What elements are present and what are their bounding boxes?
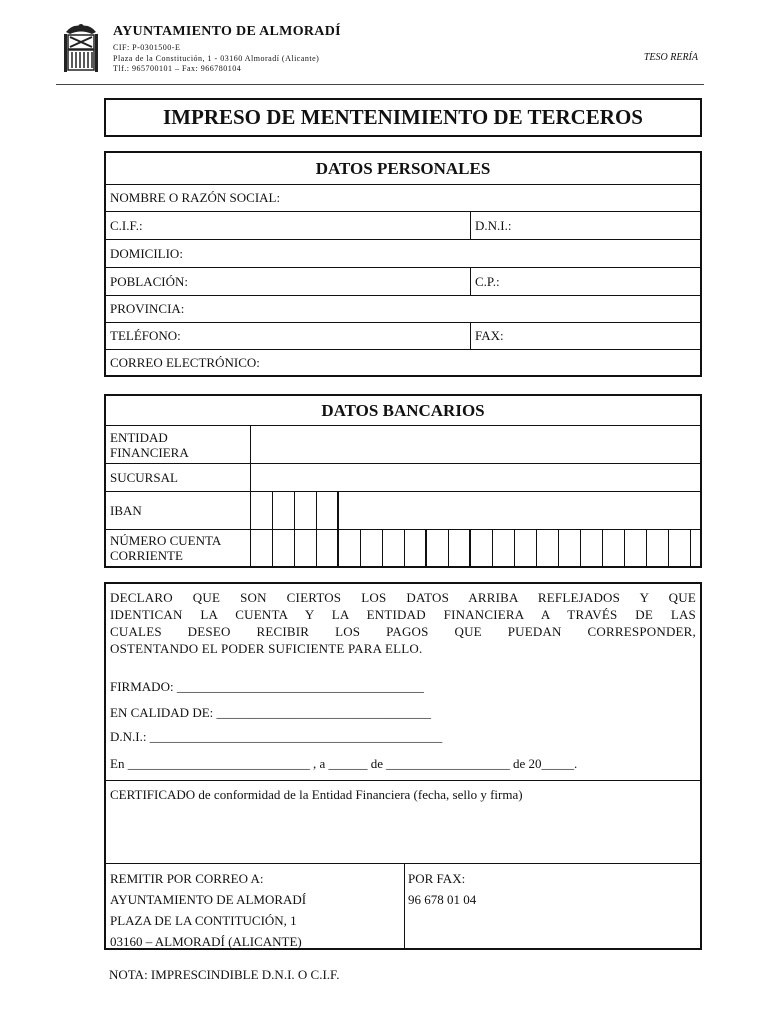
entidad-label: ENTIDAD FINANCIERA [106, 426, 251, 463]
remit-fax-block: POR FAX: 96 678 01 04 [408, 871, 477, 907]
iban-digit-boxes[interactable] [251, 492, 339, 529]
header-divider [56, 84, 704, 85]
cp-field[interactable]: C.P.: [475, 273, 500, 289]
cif-field[interactable]: C.I.F.: [106, 212, 471, 239]
poblacion-cp-row [106, 268, 700, 296]
sucursal-row [106, 464, 700, 492]
nota-text: NOTA: IMPRESCINDIBLE D.N.I. O C.I.F. [109, 967, 340, 982]
institution-cif: CIF: P-0301500-E [113, 43, 181, 52]
email-field[interactable]: CORREO ELECTRÓNICO: [110, 354, 260, 370]
dni-line[interactable]: D.N.I.: _____________________________________________ [110, 729, 443, 744]
certificado-divider [106, 780, 700, 781]
sucursal-field[interactable] [251, 464, 700, 491]
telefono-field[interactable]: TELÉFONO: [106, 323, 471, 349]
personal-data-section [104, 151, 702, 377]
bank-data-section [104, 394, 702, 568]
remit-vertical-divider [404, 863, 405, 948]
provincia-row [106, 296, 700, 323]
bank-data-heading: DATOS BANCARIOS [106, 396, 700, 426]
iban-label: IBAN [106, 492, 251, 529]
document-title: IMPRESO DE MENTENIMIENTO DE TERCEROS [104, 98, 702, 137]
entidad-field[interactable] [251, 426, 700, 463]
sucursal-label: SUCURSAL [106, 464, 251, 491]
cuenta-label: NÚMERO CUENTA CORRIENTE [106, 530, 251, 566]
cuenta-row [106, 530, 700, 566]
entidad-row [106, 426, 700, 464]
dni-field[interactable]: D.N.I.: [475, 217, 512, 233]
institution-address: Plaza de la Constitución, 1 - 03160 Almoradí (Alicante) [113, 54, 320, 63]
date-place-line[interactable]: En ____________________________ , a ______ de ___________________ de 20_____. [110, 756, 578, 771]
firmado-line[interactable]: FIRMADO: ______________________________________ [110, 679, 424, 694]
coat-of-arms-logo [62, 22, 100, 74]
provincia-field[interactable]: PROVINCIA: [110, 301, 185, 316]
remit-address-block: REMITIR POR CORREO A: AYUNTAMIENTO DE ALMORADÍ PLAZA DE LA CONTITUCIÓN, 1 03160 – ALMORADÍ (ALICANTE) [110, 871, 307, 949]
institution-phones: Tlf.: 965700101 – Fax: 966780104 [113, 64, 242, 73]
iban-row [106, 492, 700, 530]
poblacion-field[interactable]: POBLACIÓN: [106, 268, 471, 295]
declaration-section [104, 582, 702, 950]
telefono-fax-row [106, 323, 700, 350]
personal-data-heading: DATOS PERSONALES [106, 153, 700, 185]
cif-dni-row [106, 212, 700, 240]
certificado-label: CERTIFICADO de conformidad de la Entidad Financiera (fecha, sello y firma) [110, 787, 523, 802]
declaration-text: DECLARO QUE SON CIERTOS LOS DATOS ARRIBA REFLEJADOS Y QUE IDENTICAN LA CUENTA Y LA ENTIDAD FINANCIERA A TRAVÉS DE LAS CUALES DESEO RECIBIR LOS PAGOS QUE PUEDAN CORRESPONDER, OSTENTANDO EL PODER SUFICIENTE PARA ELLO. [110, 590, 696, 656]
department-label: TESO RERÍA [643, 52, 698, 63]
email-row [106, 350, 700, 375]
fax-field[interactable]: FAX: [475, 328, 504, 343]
domicilio-field[interactable]: DOMICILIO: [110, 245, 183, 261]
institution-name: AYUNTAMIENTO DE ALMORADÍ [113, 24, 341, 39]
domicilio-row [106, 240, 700, 268]
name-field[interactable]: NOMBRE O RAZÓN SOCIAL: [110, 190, 281, 205]
calidad-line[interactable]: EN CALIDAD DE: _________________________________ [110, 705, 432, 720]
remit-divider [106, 863, 700, 864]
name-row [106, 185, 700, 212]
cuenta-digit-boxes[interactable] [251, 530, 691, 566]
